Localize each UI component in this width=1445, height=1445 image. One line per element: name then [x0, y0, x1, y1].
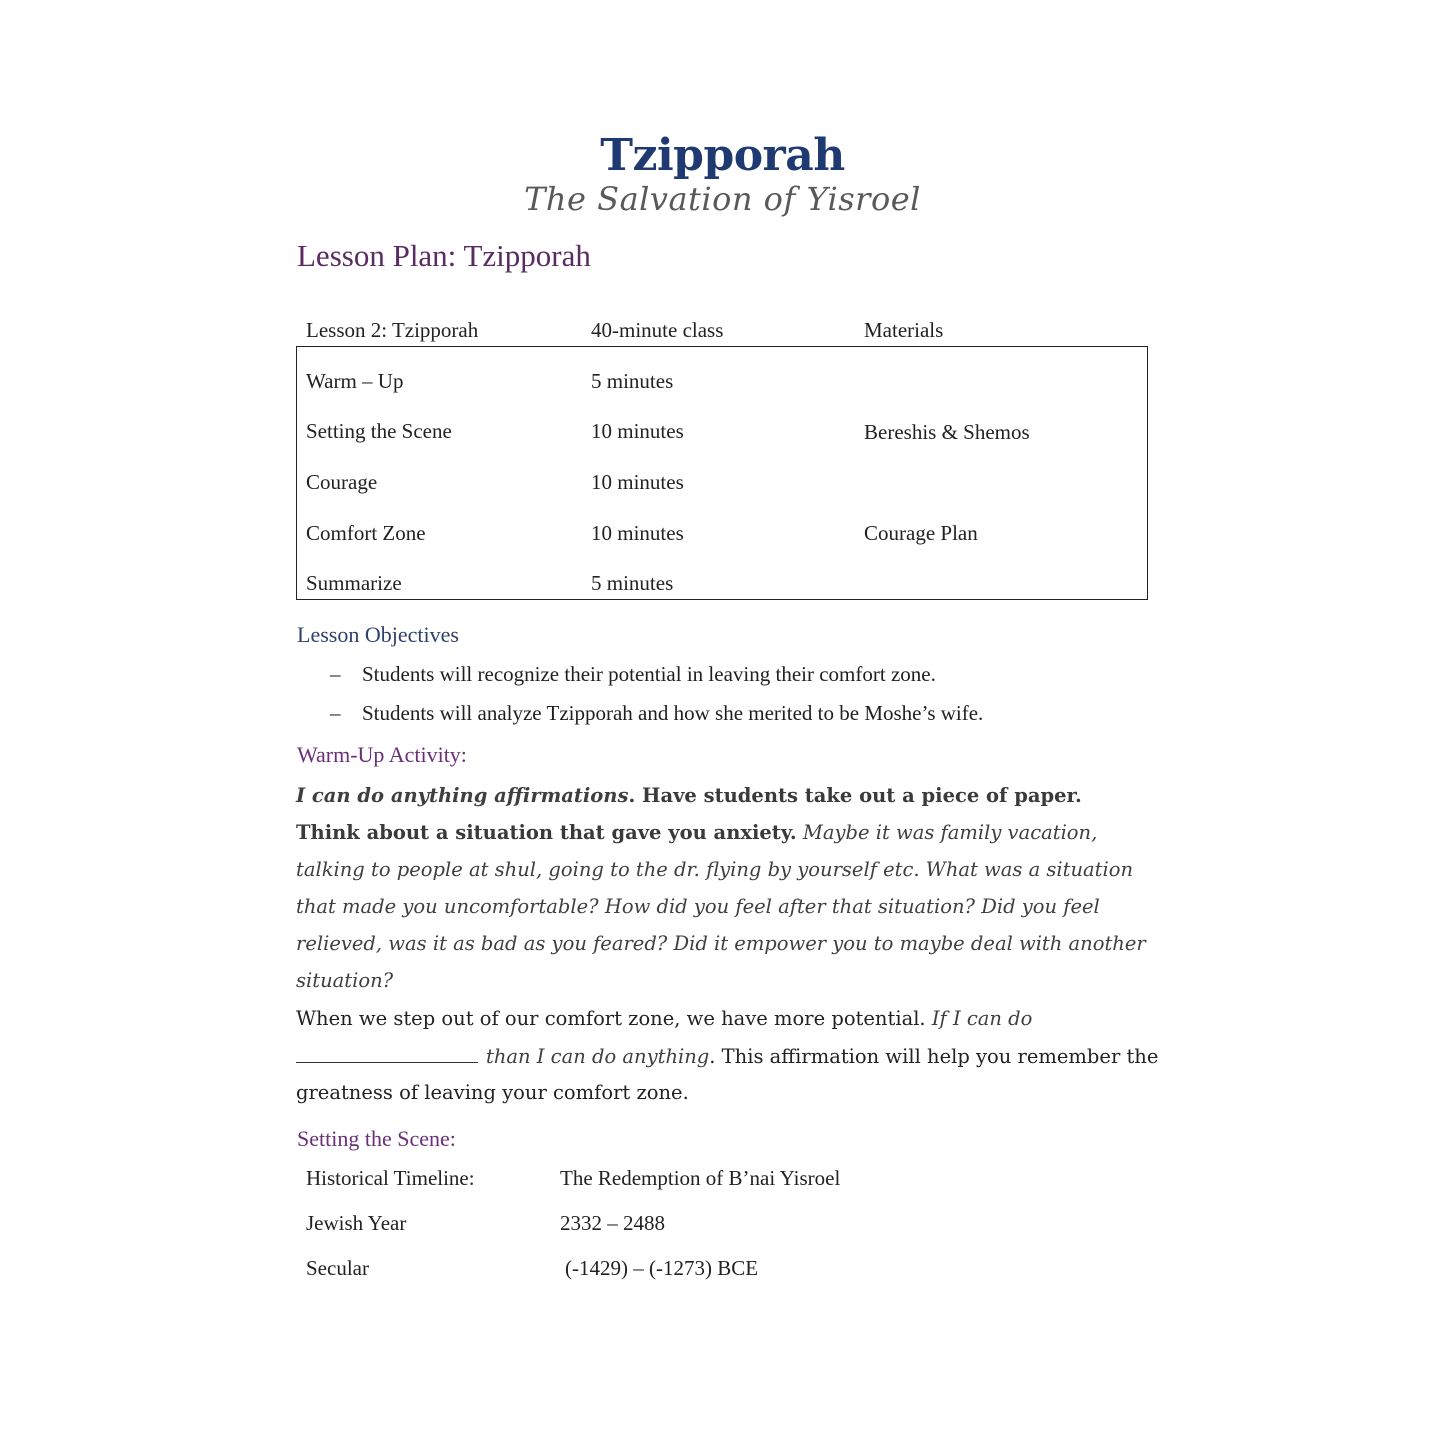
- setting-scene-heading: Setting the Scene:: [297, 1126, 456, 1151]
- objective-text: Students will analyze Tzipporah and how she merited to be Moshe’s wife.: [362, 701, 984, 725]
- scene-label: Jewish Year: [306, 1211, 407, 1235]
- warmup-instruction: . Have students take out a piece of paper.: [628, 784, 1082, 807]
- warmup-instruction: Think about a situation that gave you anxiety.: [296, 821, 797, 844]
- warmup-prompt: Maybe it was family vacation,: [796, 821, 1098, 844]
- column-header-materials: Materials: [864, 318, 944, 342]
- activity-cell: Setting the Scene: [306, 419, 452, 443]
- affirmation-text: than I can do anything: [486, 1045, 710, 1068]
- warmup-prompt: relieved, was it as bad as you feared? Did it empower you to maybe deal with another: [296, 932, 1146, 955]
- warmup-text: . This affirmation will help you remember the: [709, 1045, 1159, 1068]
- scene-value: (-1429) – (-1273) BCE: [565, 1256, 759, 1280]
- time-cell: 5 minutes: [591, 369, 674, 393]
- activity-cell: Comfort Zone: [306, 521, 426, 545]
- activity-cell: Warm – Up: [306, 369, 404, 393]
- time-cell: 10 minutes: [591, 521, 684, 545]
- list-item: [330, 662, 936, 687]
- scene-label: Secular: [306, 1256, 369, 1280]
- time-cell: 5 minutes: [591, 571, 674, 595]
- time-cell: 10 minutes: [591, 419, 684, 443]
- scene-label: Historical Timeline:: [306, 1166, 475, 1190]
- warmup-heading: Warm-Up Activity:: [297, 742, 467, 767]
- warmup-line: [296, 1007, 1032, 1030]
- column-header-duration: 40-minute class: [591, 318, 724, 342]
- affirmation-text: If I can do: [931, 1007, 1033, 1030]
- materials-cell: Courage Plan: [864, 521, 978, 545]
- warmup-prompt: talking to people at shul, going to the dr. flying by yourself etc. What was a situation: [296, 858, 1134, 881]
- list-item: [330, 701, 983, 726]
- objective-text: Students will recognize their potential in leaving their comfort zone.: [362, 662, 936, 686]
- document-title: Tzipporah: [600, 130, 845, 181]
- warmup-prompt: situation?: [296, 969, 394, 992]
- affirmation-title: I can do anything affirmations: [296, 784, 629, 807]
- fill-in-blank: [296, 1044, 478, 1063]
- lesson-plan-heading: Lesson Plan: Tzipporah: [297, 238, 591, 273]
- warmup-text: When we step out of our comfort zone, we have more potential.: [296, 1007, 932, 1030]
- document-subtitle: The Salvation of Yisroel: [524, 180, 921, 218]
- warmup-prompt: that made you uncomfortable? How did you feel after that situation? Did you feel: [296, 895, 1100, 918]
- objectives-heading: Lesson Objectives: [297, 622, 459, 647]
- materials-cell: Bereshis & Shemos: [864, 420, 1030, 444]
- column-header-lesson: Lesson 2: Tzipporah: [306, 318, 479, 342]
- activity-cell: Summarize: [306, 571, 402, 595]
- warmup-line: [296, 1044, 1158, 1068]
- scene-value: 2332 – 2488: [560, 1211, 665, 1235]
- warmup-line: [296, 821, 1097, 844]
- warmup-line: [296, 784, 1082, 807]
- warmup-text: greatness of leaving your comfort zone.: [296, 1081, 689, 1104]
- scene-value: The Redemption of B’nai Yisroel: [560, 1166, 841, 1190]
- dash-bullet: –: [330, 662, 341, 686]
- activity-cell: Courage: [306, 470, 378, 494]
- time-cell: 10 minutes: [591, 470, 684, 494]
- lesson-schedule-table: [296, 346, 1148, 600]
- dash-bullet: –: [330, 701, 341, 725]
